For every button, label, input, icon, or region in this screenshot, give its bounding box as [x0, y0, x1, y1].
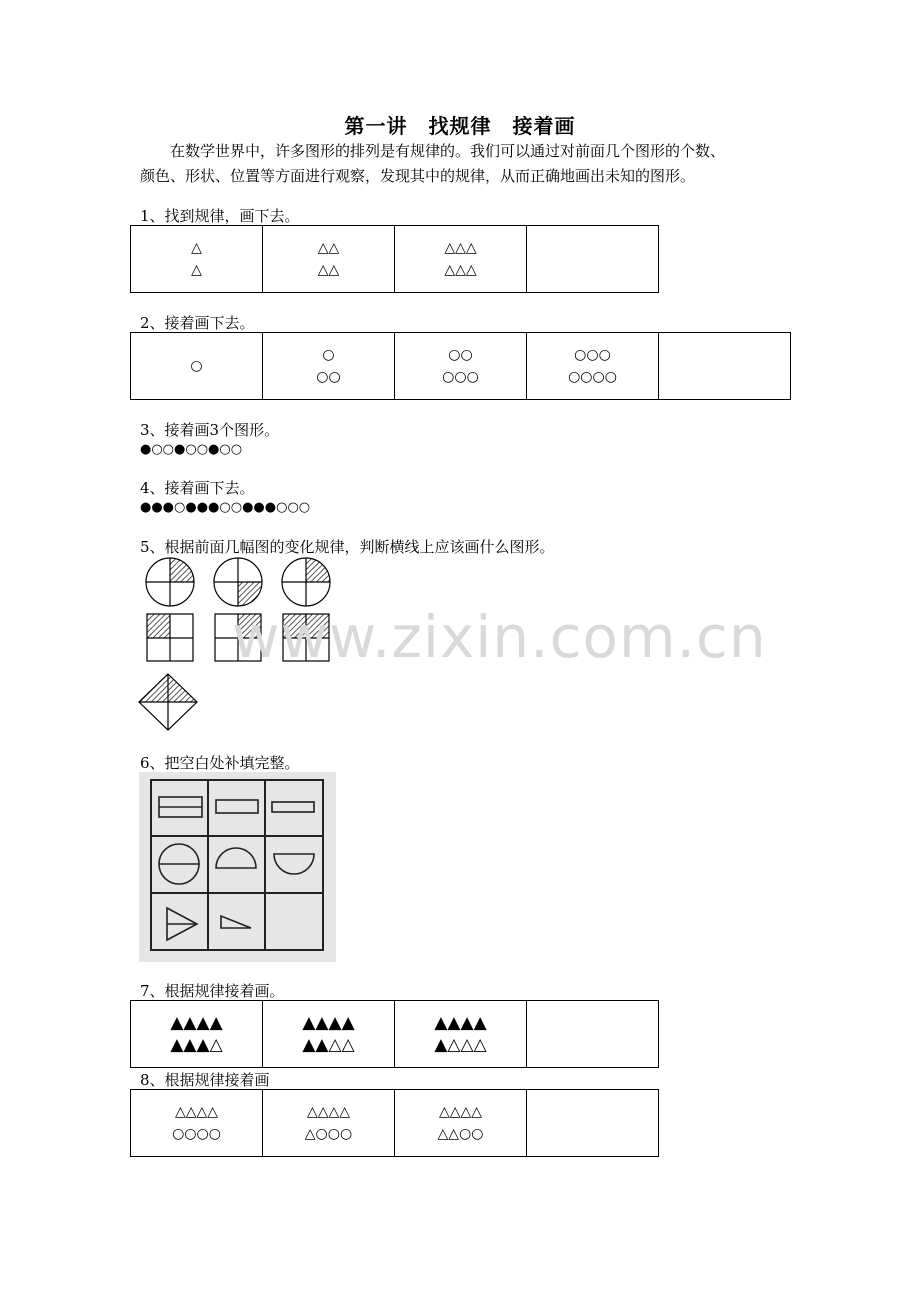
q1-cell-2: [263, 226, 395, 293]
q2-cell-2-top: ○: [322, 347, 335, 363]
q7-answer-cell[interactable]: [527, 1001, 659, 1068]
q1-cell-2-bottom: △△: [317, 262, 340, 278]
q2-answer-cell[interactable]: [659, 333, 791, 400]
q1-cell-3-top: △△△: [444, 240, 477, 256]
q2-cell-4-bottom: ○○○○: [568, 369, 617, 385]
q7-cell-3-top: ▲▲▲▲: [434, 1013, 487, 1033]
q2-cell-4-top: ○○○: [574, 347, 611, 363]
intro-line-2: 颜色、形状、位置等方面进行观察，发现其中的规律，从而正确地画出未知的图形。: [140, 167, 696, 185]
q8-cell-1-bottom: ○○○○: [172, 1126, 221, 1142]
question-8-label: 8、根据规律接着画: [140, 1071, 270, 1089]
question-1-label: 1、找到规律，画下去。: [140, 207, 300, 225]
q7-cell-2-top: ▲▲▲▲: [302, 1013, 355, 1033]
q1-cell-3: [395, 226, 527, 293]
q1-cell-1-top: △: [191, 240, 202, 256]
q1-cell-2-top: △△: [317, 240, 340, 256]
page-title: 第一讲 找规律 接着画: [344, 114, 576, 138]
q8-cell-1-top: △△△△: [174, 1104, 219, 1120]
question-2-label: 2、接着画下去。: [140, 314, 255, 332]
q8-cell-3: [395, 1090, 527, 1157]
question-2-table: [130, 332, 791, 400]
question-5-label: 5、根据前面几幅图的变化规律，判断横线上应该画什么图形。: [140, 538, 555, 556]
q2-cell-3-bottom: ○○○: [442, 369, 479, 385]
intro-line-1: 在数学世界中，许多图形的排列是有规律的。我们可以通过对前面几个图形的个数、: [140, 142, 726, 160]
q2-cell-2-bottom: ○○: [316, 369, 341, 385]
q7-cell-3-bottom: ▲△△△: [434, 1035, 487, 1055]
q5-circle-3: [282, 558, 330, 606]
question-3-label: 3、接着画3个图形。: [140, 421, 280, 439]
question-6-label: 6、把空白处补填完整。: [140, 754, 300, 772]
question-4-sequence: ●●●○●●●○○●●●○○○: [140, 500, 311, 515]
q8-cell-3-bottom: △△○○: [437, 1126, 484, 1142]
q7-cell-1: [131, 1001, 263, 1068]
question-7-table: [130, 1000, 659, 1068]
question-8-table: [130, 1089, 659, 1157]
q5-square-1: [147, 614, 193, 661]
q8-cell-2-bottom: △○○○: [304, 1126, 353, 1142]
q2-cell-3: [395, 333, 527, 400]
q8-cell-3-top: △△△△: [438, 1104, 483, 1120]
q7-cell-2-bottom: ▲▲△△: [302, 1035, 355, 1055]
q7-cell-3: [395, 1001, 527, 1068]
question-3-sequence: ●○○●○○●○○: [140, 442, 243, 457]
q8-answer-cell[interactable]: [527, 1090, 659, 1157]
q1-cell-1: [131, 226, 263, 293]
q8-cell-2-top: △△△△: [306, 1104, 351, 1120]
q1-cell-3-bottom: △△△: [444, 262, 477, 278]
q5-circle-2: [214, 558, 262, 606]
q7-cell-1-top: ▲▲▲▲: [170, 1013, 223, 1033]
q5-diamond: [139, 674, 197, 730]
q2-cell-4: [527, 333, 659, 400]
q1-cell-1-bottom: △: [191, 262, 202, 278]
question-7-label: 7、根据规律接着画。: [140, 982, 285, 1000]
question-6-grid: [139, 772, 336, 962]
watermark: www.zixin.com.cn: [232, 603, 767, 671]
q2-cell-1-top: ○: [190, 358, 203, 374]
intro-paragraph: [140, 139, 780, 189]
q8-cell-2: [263, 1090, 395, 1157]
q5-circle-1: [146, 558, 194, 606]
q1-answer-cell[interactable]: [527, 226, 659, 293]
q8-cell-1: [131, 1090, 263, 1157]
q2-cell-3-top: ○○: [448, 347, 473, 363]
q7-cell-2: [263, 1001, 395, 1068]
q7-cell-1-bottom: ▲▲▲△: [170, 1035, 223, 1055]
q2-cell-1: [131, 333, 263, 400]
question-4-label: 4、接着画下去。: [140, 479, 255, 497]
q2-cell-2: [263, 333, 395, 400]
question-1-table: [130, 225, 659, 293]
